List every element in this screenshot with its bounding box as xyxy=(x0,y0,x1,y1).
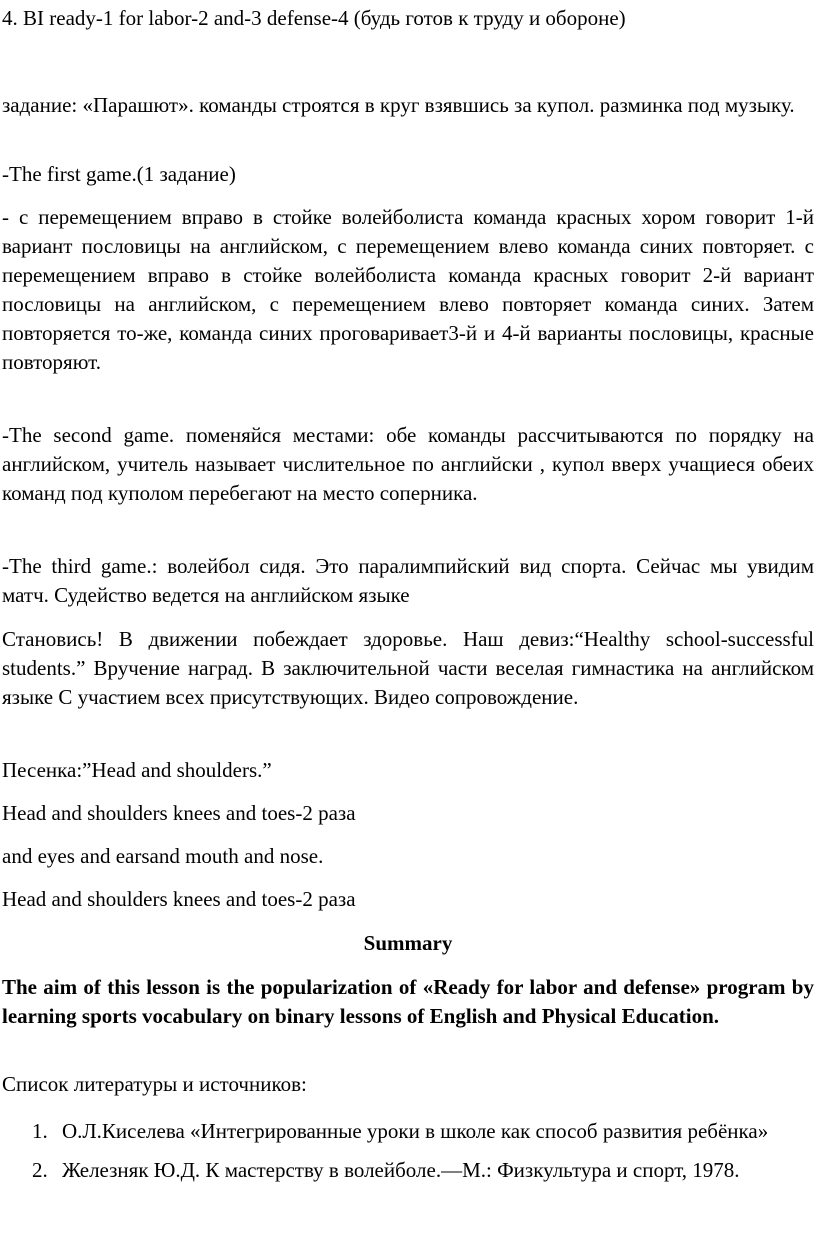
section-heading: 4. BI ready-1 for labor-2 and-3 defense-4 (будь готов к труду и обороне) xyxy=(2,6,626,30)
summary-text: The aim of this lesson is the popularization of «Ready for labor and defense» program by learning sports vocabulary on binary lessons of English and Physical Education. xyxy=(2,975,814,1028)
second-game-paragraph: -The second game. поменяйся местами: обе команды рассчитываются по порядку на английском, учитель называет числительное по английски , купол вверх учащиеся обеих команд под куполом перебегают на место соперника. xyxy=(2,423,814,505)
reference-item xyxy=(0,1116,780,1146)
references-list xyxy=(0,1116,780,1194)
first-game-paragraph: - с перемещением вправо в стойке волейболиста команда красных хором говорит 1-й вариант пословицы на английском, с перемещением влево команда синих повторяет. с перемещением вправо в стойке волейболиста команда красных говорит 2-й вариант пословицы на английском, с перемещением влево повторяет команда синих. Затем повторяется то-же, команда синих проговаривает3-й и 4-й варианты пословицы, красные повторяют. xyxy=(2,205,814,374)
reference-item xyxy=(0,1155,780,1185)
references-title: Список литературы и источников: xyxy=(2,1072,307,1096)
motto-paragraph: Становись! В движении побеждает здоровье. Наш девиз:“Healthy school-successful students.” Вручение наград. В заключительной части веселая гимнастика на английском языке С участием всех присутствующих. Видео сопровождение. xyxy=(2,627,814,709)
reference-number: 1. xyxy=(32,1119,48,1143)
song-title: Песенка:”Head and shoulders.” xyxy=(2,758,272,782)
summary-title: Summary xyxy=(363,931,453,955)
reference-text: Железняк Ю.Д. К мастерству в волейболе.—М.: Физкультура и спорт, 1978. xyxy=(62,1158,740,1182)
third-game-paragraph: -The third game.: волейбол сидя. Это паралимпийский вид спорта. Сейчас мы увидим матч. Судейство ведется на английском языке xyxy=(2,554,814,607)
song-line: Head and shoulders knees and toes-2 раза xyxy=(2,801,356,825)
song-line: Head and shoulders knees and toes-2 раза xyxy=(2,887,356,911)
reference-text: О.Л.Киселева «Интегрированные уроки в школе как способ развития ребёнка» xyxy=(62,1119,769,1143)
reference-number: 2. xyxy=(32,1158,48,1182)
first-game-heading: -The first game.(1 задание) xyxy=(2,162,236,186)
parachute-task-paragraph: задание: «Парашют». команды строятся в круг взявшись за купол. разминка под музыку. xyxy=(2,93,795,117)
song-line: and eyes and earsand mouth and nose. xyxy=(2,844,324,868)
